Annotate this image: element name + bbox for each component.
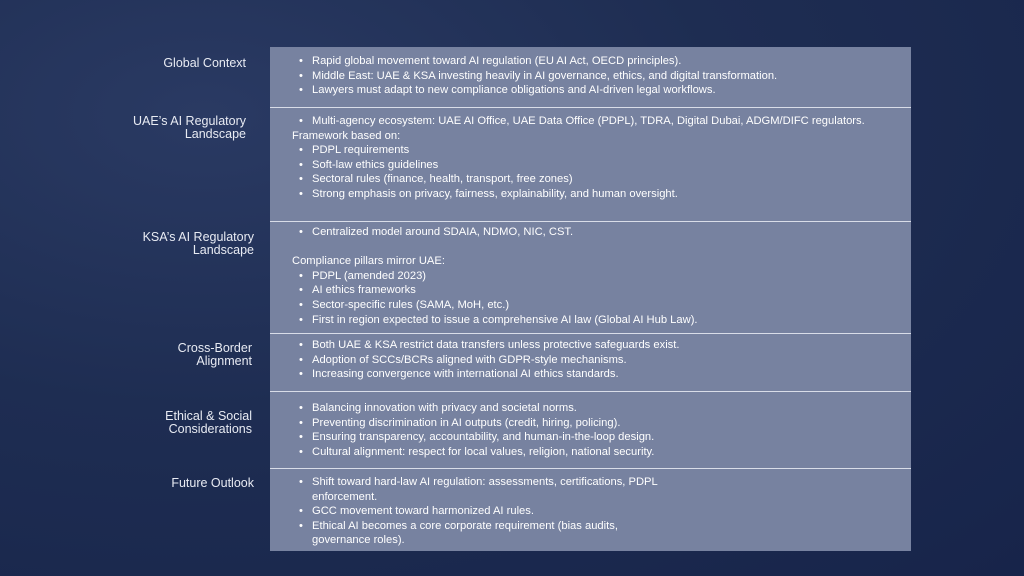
row-label-uae-landscape [46,115,246,141]
list-item: • Sectoral rules (finance, health, transport, free zones) [312,172,872,187]
row-content-global-context [292,54,892,98]
row-label-global-context: Global Context [163,56,246,70]
row-divider [270,468,911,469]
row-divider [270,391,911,392]
row-divider [270,221,911,222]
row-label-cross-border [52,342,252,368]
bullet-list [292,269,892,327]
list-item: • AI ethics frameworks [312,283,892,298]
row-label-line: Landscape [184,127,246,141]
content-panel [270,47,911,551]
bullet-list [292,54,892,98]
row-label-ksa-landscape [54,231,254,257]
list-item: • PDPL requirements [312,143,872,158]
bullet-list [292,225,892,240]
list-item: • Cultural alignment: respect for local values, religion, national security. [312,445,892,460]
list-item: • Increasing convergence with international AI ethics standards. [312,367,892,382]
row-label-line: UAE’s AI Regulatory [132,114,246,128]
row-label-line: Considerations [168,422,252,436]
subheading: Framework based on: [292,129,401,142]
subheading: Compliance pillars mirror UAE: [292,255,445,268]
bullet-list [292,401,892,459]
row-label-line: KSA’s AI Regulatory [142,230,254,244]
row-content-future-outlook [292,475,892,548]
list-item-line: • Ethical AI becomes a core corporate requirement (bias audits, [312,519,618,532]
row-label-ethical-social [52,410,252,436]
list-item: • Both UAE & KSA restrict data transfers unless protective safeguards exist. [312,338,892,353]
row-label-line: Cross-Border [177,341,252,355]
list-item: • Adoption of SCCs/BCRs aligned with GDPR-style mechanisms. [312,353,892,368]
row-divider [270,333,911,334]
list-item: • Sector-specific rules (SAMA, MoH, etc.) [312,298,892,313]
row-content-uae-landscape [292,114,872,202]
row-label-line: Ethical & Social [165,409,252,423]
list-item: • Soft-law ethics guidelines [312,158,872,173]
list-item-line: governance roles). [312,534,405,547]
row-divider [270,107,911,108]
spacer [292,240,892,255]
list-item-line: enforcement. [312,490,378,503]
list-item: • Multi-agency ecosystem: UAE AI Office, UAE Data Office (PDPL), TDRA, Digital Dubai, ADGM/DIFC regulators. [312,114,872,129]
list-item: • Preventing discrimination in AI outputs (credit, hiring, policing). [312,416,892,431]
list-item: • Rapid global movement toward AI regulation (EU AI Act, OECD principles). [312,54,892,69]
list-item: • PDPL (amended 2023) [312,269,892,284]
row-content-cross-border [292,338,892,382]
list-item: • Middle East: UAE & KSA investing heavily in AI governance, ethics, and digital transformation. [312,69,892,84]
list-item: • Ensuring transparency, accountability, and human-in-the-loop design. [312,430,892,445]
list-item: • Balancing innovation with privacy and societal norms. [312,401,892,416]
row-content-ethical-social [292,401,892,459]
bullet-list [292,114,872,129]
row-label-line: Landscape [192,243,254,257]
list-item [312,475,892,504]
bullet-list [292,338,892,382]
list-item: • Strong emphasis on privacy, fairness, explainability, and human oversight. [312,187,872,202]
bullet-list [292,475,892,548]
row-content-ksa-landscape [292,225,892,327]
list-item: • GCC movement toward harmonized AI rules. [312,504,892,519]
list-item: • Centralized model around SDAIA, NDMO, NIC, CST. [312,225,892,240]
row-label-future-outlook: Future Outlook [171,476,254,490]
list-item: • Lawyers must adapt to new compliance obligations and AI-driven legal workflows. [312,83,892,98]
row-label-line: Alignment [196,354,252,368]
list-item [312,519,892,548]
list-item: • First in region expected to issue a comprehensive AI law (Global AI Hub Law). [312,313,892,328]
list-item-line: • Shift toward hard-law AI regulation: assessments, certifications, PDPL [312,476,658,488]
bullet-list [292,143,872,201]
